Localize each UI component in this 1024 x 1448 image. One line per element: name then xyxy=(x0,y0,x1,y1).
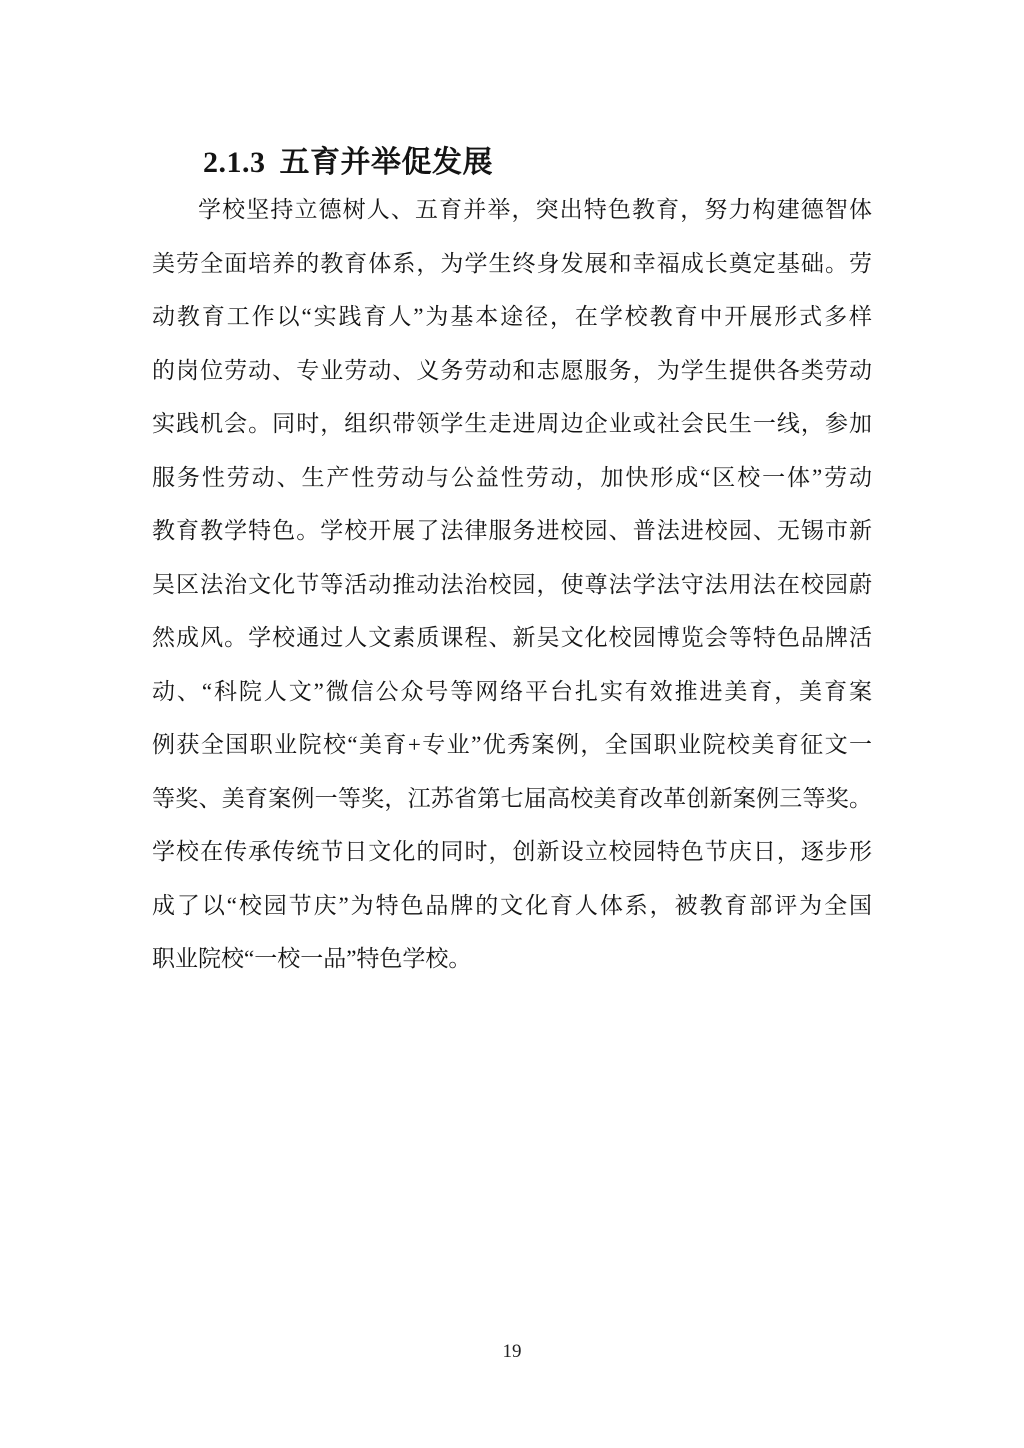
paragraph-line: 学校在传承传统节日文化的同时，创新设立校园特色节庆日，逐步形 xyxy=(152,839,872,864)
paragraph-line: 服务性劳动、生产性劳动与公益性劳动，加快形成“区校一体”劳动 xyxy=(152,464,872,490)
paragraph-line: 例获全国职业院校“美育+专业”优秀案例，全国职业院校美育征文一 xyxy=(152,732,872,757)
section-heading xyxy=(203,144,493,182)
paragraph-line: 教育教学特色。学校开展了法律服务进校园、普法进校园、无锡市新 xyxy=(152,518,872,543)
paragraph-line: 然成风。学校通过人文素质课程、新吴文化校园博览会等特色品牌活 xyxy=(152,625,872,650)
paragraph-line: 美劳全面培养的教育体系，为学生终身发展和幸福成长奠定基础。劳 xyxy=(152,250,872,276)
paragraph-line: 动、“科院人文”微信公众号等网络平台扎实有效推进美育，美育案 xyxy=(152,678,872,704)
paragraph-line: 实践机会。同时，组织带领学生走进周边企业或社会民生一线，参加 xyxy=(152,411,872,436)
paragraph-line: 等奖、美育案例一等奖，江苏省第七届高校美育改革创新案例三等奖。 xyxy=(152,785,872,811)
paragraph-line: 吴区法治文化节等活动推动法治校园，使尊法学法守法用法在校园蔚 xyxy=(152,571,872,597)
paragraph-line: 学校坚持立德树人、五育并举，突出特色教育，努力构建德智体 xyxy=(198,197,872,222)
body-paragraph xyxy=(152,183,872,986)
page-number: 19 xyxy=(502,1341,522,1362)
paragraph-line: 的岗位劳动、专业劳动、义务劳动和志愿服务，为学生提供各类劳动 xyxy=(152,357,872,383)
paragraph-line: 动教育工作以“实践育人”为基本途径，在学校教育中开展形式多样 xyxy=(152,304,872,329)
section-number: 2.1.3 xyxy=(203,146,266,179)
section-title: 五育并举促发展 xyxy=(279,146,493,179)
paragraph-line: 职业院校“一校一品”特色学校。 xyxy=(152,946,472,971)
paragraph-line: 成了以“校园节庆”为特色品牌的文化育人体系，被教育部评为全国 xyxy=(152,892,872,918)
